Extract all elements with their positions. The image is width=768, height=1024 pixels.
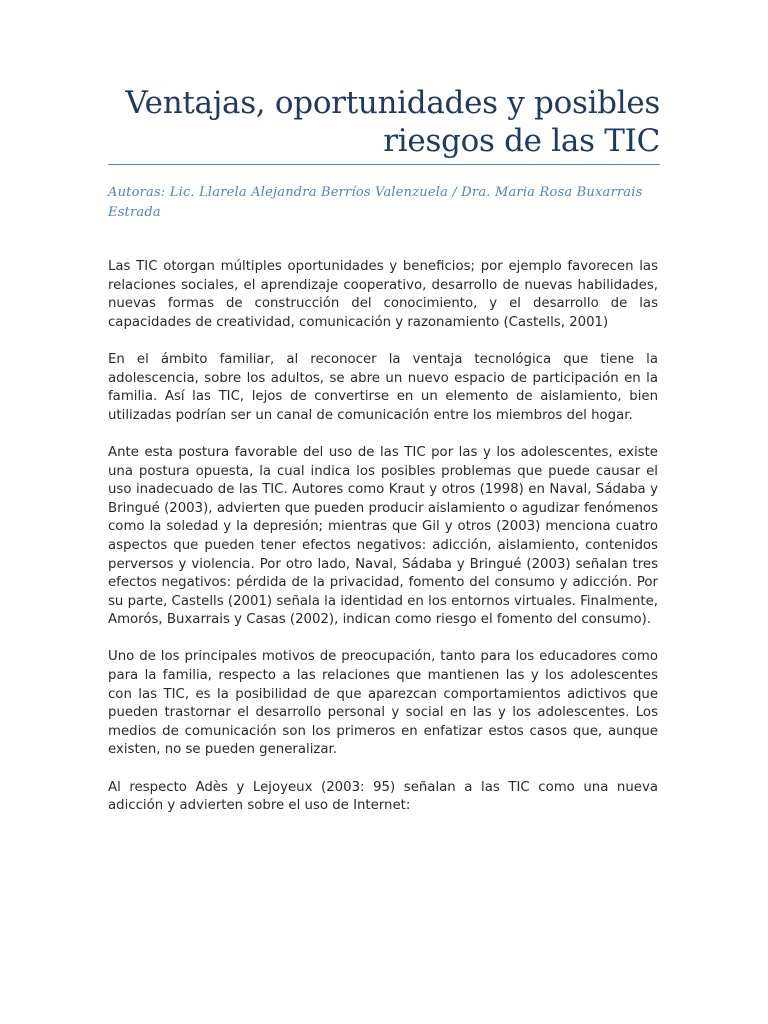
title-line-2: riesgos de las TIC	[383, 123, 660, 159]
paragraph-4: Uno de los principales motivos de preocupación, tanto para los educadores como para la familia, respecto a las relaciones que mantienen las y los adolescentes con las TIC, es la posibilidad de que aparezcan comportamientos adictivos que pueden trastornar el desarrollo personal y social en las y los adolescentes. Los medios de comunicación son los primeros en enfatizar estos casos que, aunque existen, no se pueden generalizar.	[108, 649, 658, 758]
body-text	[108, 258, 658, 834]
page-title	[108, 84, 660, 160]
paragraph-1: Las TIC otorgan múltiples oportunidades y beneficios; por ejemplo favorecen las relaciones sociales, el aprendizaje cooperativo, desarrollo de nuevas habilidades, nuevas formas de construcción del conocimiento, y el desarrollo de las capacidades de creatividad, comunicación y razonamiento (Castells, 2001)	[108, 259, 658, 330]
paragraph-3: Ante esta postura favorable del uso de las TIC por las y los adolescentes, existe una postura opuesta, la cual indica los posibles problemas que puede causar el uso inadecuado de las TIC. Autores como Kraut y otros (1998) en Naval, Sádaba y Bringué (2003), advierten que pueden producir aislamiento o agudizar fenómenos como la soledad y la depresión; mientras que Gil y otros (2003) menciona cuatro aspectos que pueden tener efectos negativos: adicción, aislamiento, contenidos perversos y violencia. Por otro lado, Naval, Sádaba y Bringué (2003) señalan tres efectos negativos: pérdida de la privacidad, fomento del consumo y adicción. Por su parte, Castells (2001) señala la identidad en los entornos virtuales. Finalmente, Amorós, Buxarrais y Casas (2002), indican como riesgo el fomento del consumo).	[108, 444, 658, 628]
title-line-1: Ventajas, oportunidades y posibles	[125, 85, 660, 121]
authors-line: Autoras: Lic. Llarela Alejandra Berríos Valenzuela / Dra. Maria Rosa Buxarrais Estrada	[108, 185, 643, 220]
paragraph-2: En el ámbito familiar, al reconocer la ventaja tecnológica que tiene la adolescencia, sobre los adultos, se abre un nuevo espacio de participación en la familia. Así las TIC, lejos de convertirse en un elemento de aislamiento, bien utilizadas podrían ser un canal de comunicación entre los miembros del hogar.	[108, 351, 658, 423]
paragraph-5: Al respecto Adès y Lejoyeux (2003: 95) señalan a las TIC como una nueva adicción y advierten sobre el uso de Internet:	[108, 779, 658, 814]
title-divider	[108, 164, 660, 165]
